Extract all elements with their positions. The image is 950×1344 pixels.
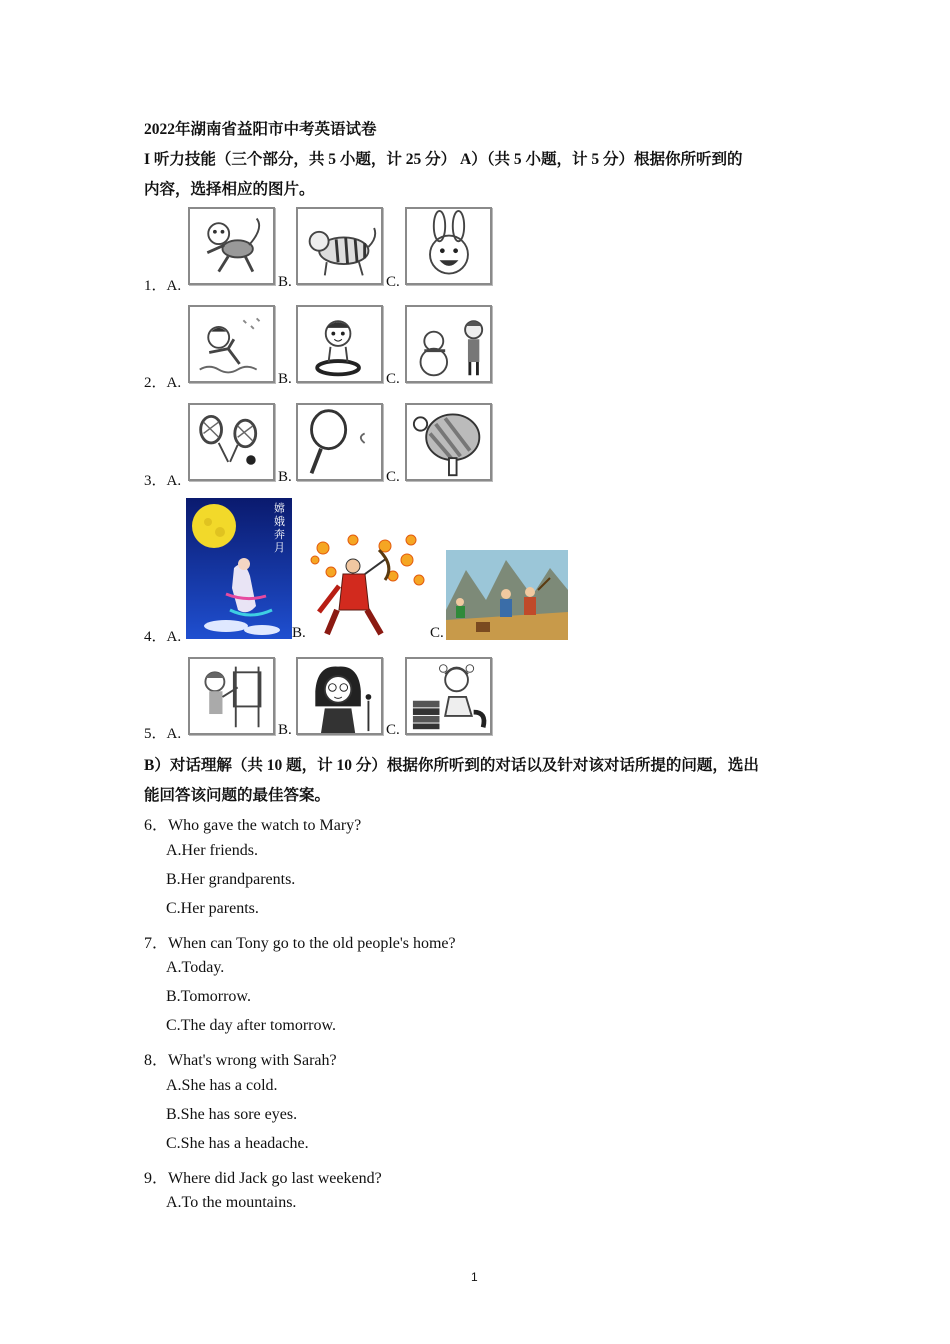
section-b-instruction-line1: B）对话理解（共 10 题，计 10 分）根据你所听到的对话以及针对该对话所提的问题，选出 [144, 757, 759, 774]
q1-label-a: 1．A. [144, 278, 182, 294]
section-a-instruction-line2: 内容，选择相应的图片。 [144, 181, 315, 198]
q1-label-c: C. [386, 274, 400, 290]
q3-label-a: 3．A. [144, 473, 182, 489]
q2-label-a: 2．A. [144, 375, 182, 391]
q8-option-b[interactable]: B.She has sore eyes. [166, 1106, 298, 1123]
q3-label-c: C. [386, 469, 400, 485]
q5-label-a: 5．A. [144, 726, 182, 742]
q2-label-b: B. [278, 371, 292, 387]
exam-title: 2022年湖南省益阳市中考英语试卷 [144, 121, 377, 138]
q7-option-a[interactable]: A.Today. [166, 959, 225, 976]
tennis-icon [296, 403, 383, 481]
q4-label-b: B. [292, 625, 306, 641]
q5-label-b: B. [278, 722, 292, 738]
tiger-icon [296, 207, 383, 285]
page-number: 1 [471, 1270, 478, 1284]
moon-caption: 嫦娥奔月 [274, 502, 285, 554]
q8-option-c[interactable]: C.She has a headache. [166, 1135, 309, 1152]
section-a-instruction-line1: I 听力技能（三个部分，共 5 小题，计 25 分） A）（共 5 小题，计 5 分）根据你所听到的 [144, 151, 743, 168]
yugong-moving-mountains-icon [446, 550, 568, 640]
question-9: 9．Where did Jack go last weekend? [144, 1170, 382, 1187]
boy-snowman-icon [405, 305, 492, 383]
q1-label-b: B. [278, 274, 292, 290]
ping-pong-icon [405, 403, 492, 481]
badminton-icon [188, 403, 275, 481]
change-flying-moon-icon [186, 498, 292, 639]
q2-label-c: C. [386, 371, 400, 387]
q4-label-a: 4．A. [144, 629, 182, 645]
q6-option-a[interactable]: A.Her friends. [166, 842, 258, 859]
q6-option-c[interactable]: C.Her parents. [166, 900, 259, 917]
q9-option-a[interactable]: A.To the mountains. [166, 1194, 297, 1211]
question-8: 8．What's wrong with Sarah? [144, 1052, 337, 1069]
q5-label-c: C. [386, 722, 400, 738]
q6-option-b[interactable]: B.Her grandparents. [166, 871, 296, 888]
q8-option-a[interactable]: A.She has a cold. [166, 1077, 278, 1094]
q4-label-c: C. [430, 625, 444, 641]
q3-label-b: B. [278, 469, 292, 485]
girl-reading-icon [405, 657, 492, 735]
boy-swim-ring-icon [296, 305, 383, 383]
question-6: 6．Who gave the watch to Mary? [144, 817, 362, 834]
boy-swimming-icon [188, 305, 275, 383]
houyi-shooting-suns-icon [307, 530, 429, 640]
rabbit-icon [405, 207, 492, 285]
q7-option-b[interactable]: B.Tomorrow. [166, 988, 251, 1005]
q7-option-c[interactable]: C.The day after tomorrow. [166, 1017, 337, 1034]
girl-singing-icon [296, 657, 383, 735]
monkey-icon [188, 207, 275, 285]
section-b-instruction-line2: 能回答该问题的最佳答案。 [144, 787, 331, 804]
girl-painting-icon [188, 657, 275, 735]
question-7: 7．When can Tony go to the old people's home? [144, 935, 456, 952]
